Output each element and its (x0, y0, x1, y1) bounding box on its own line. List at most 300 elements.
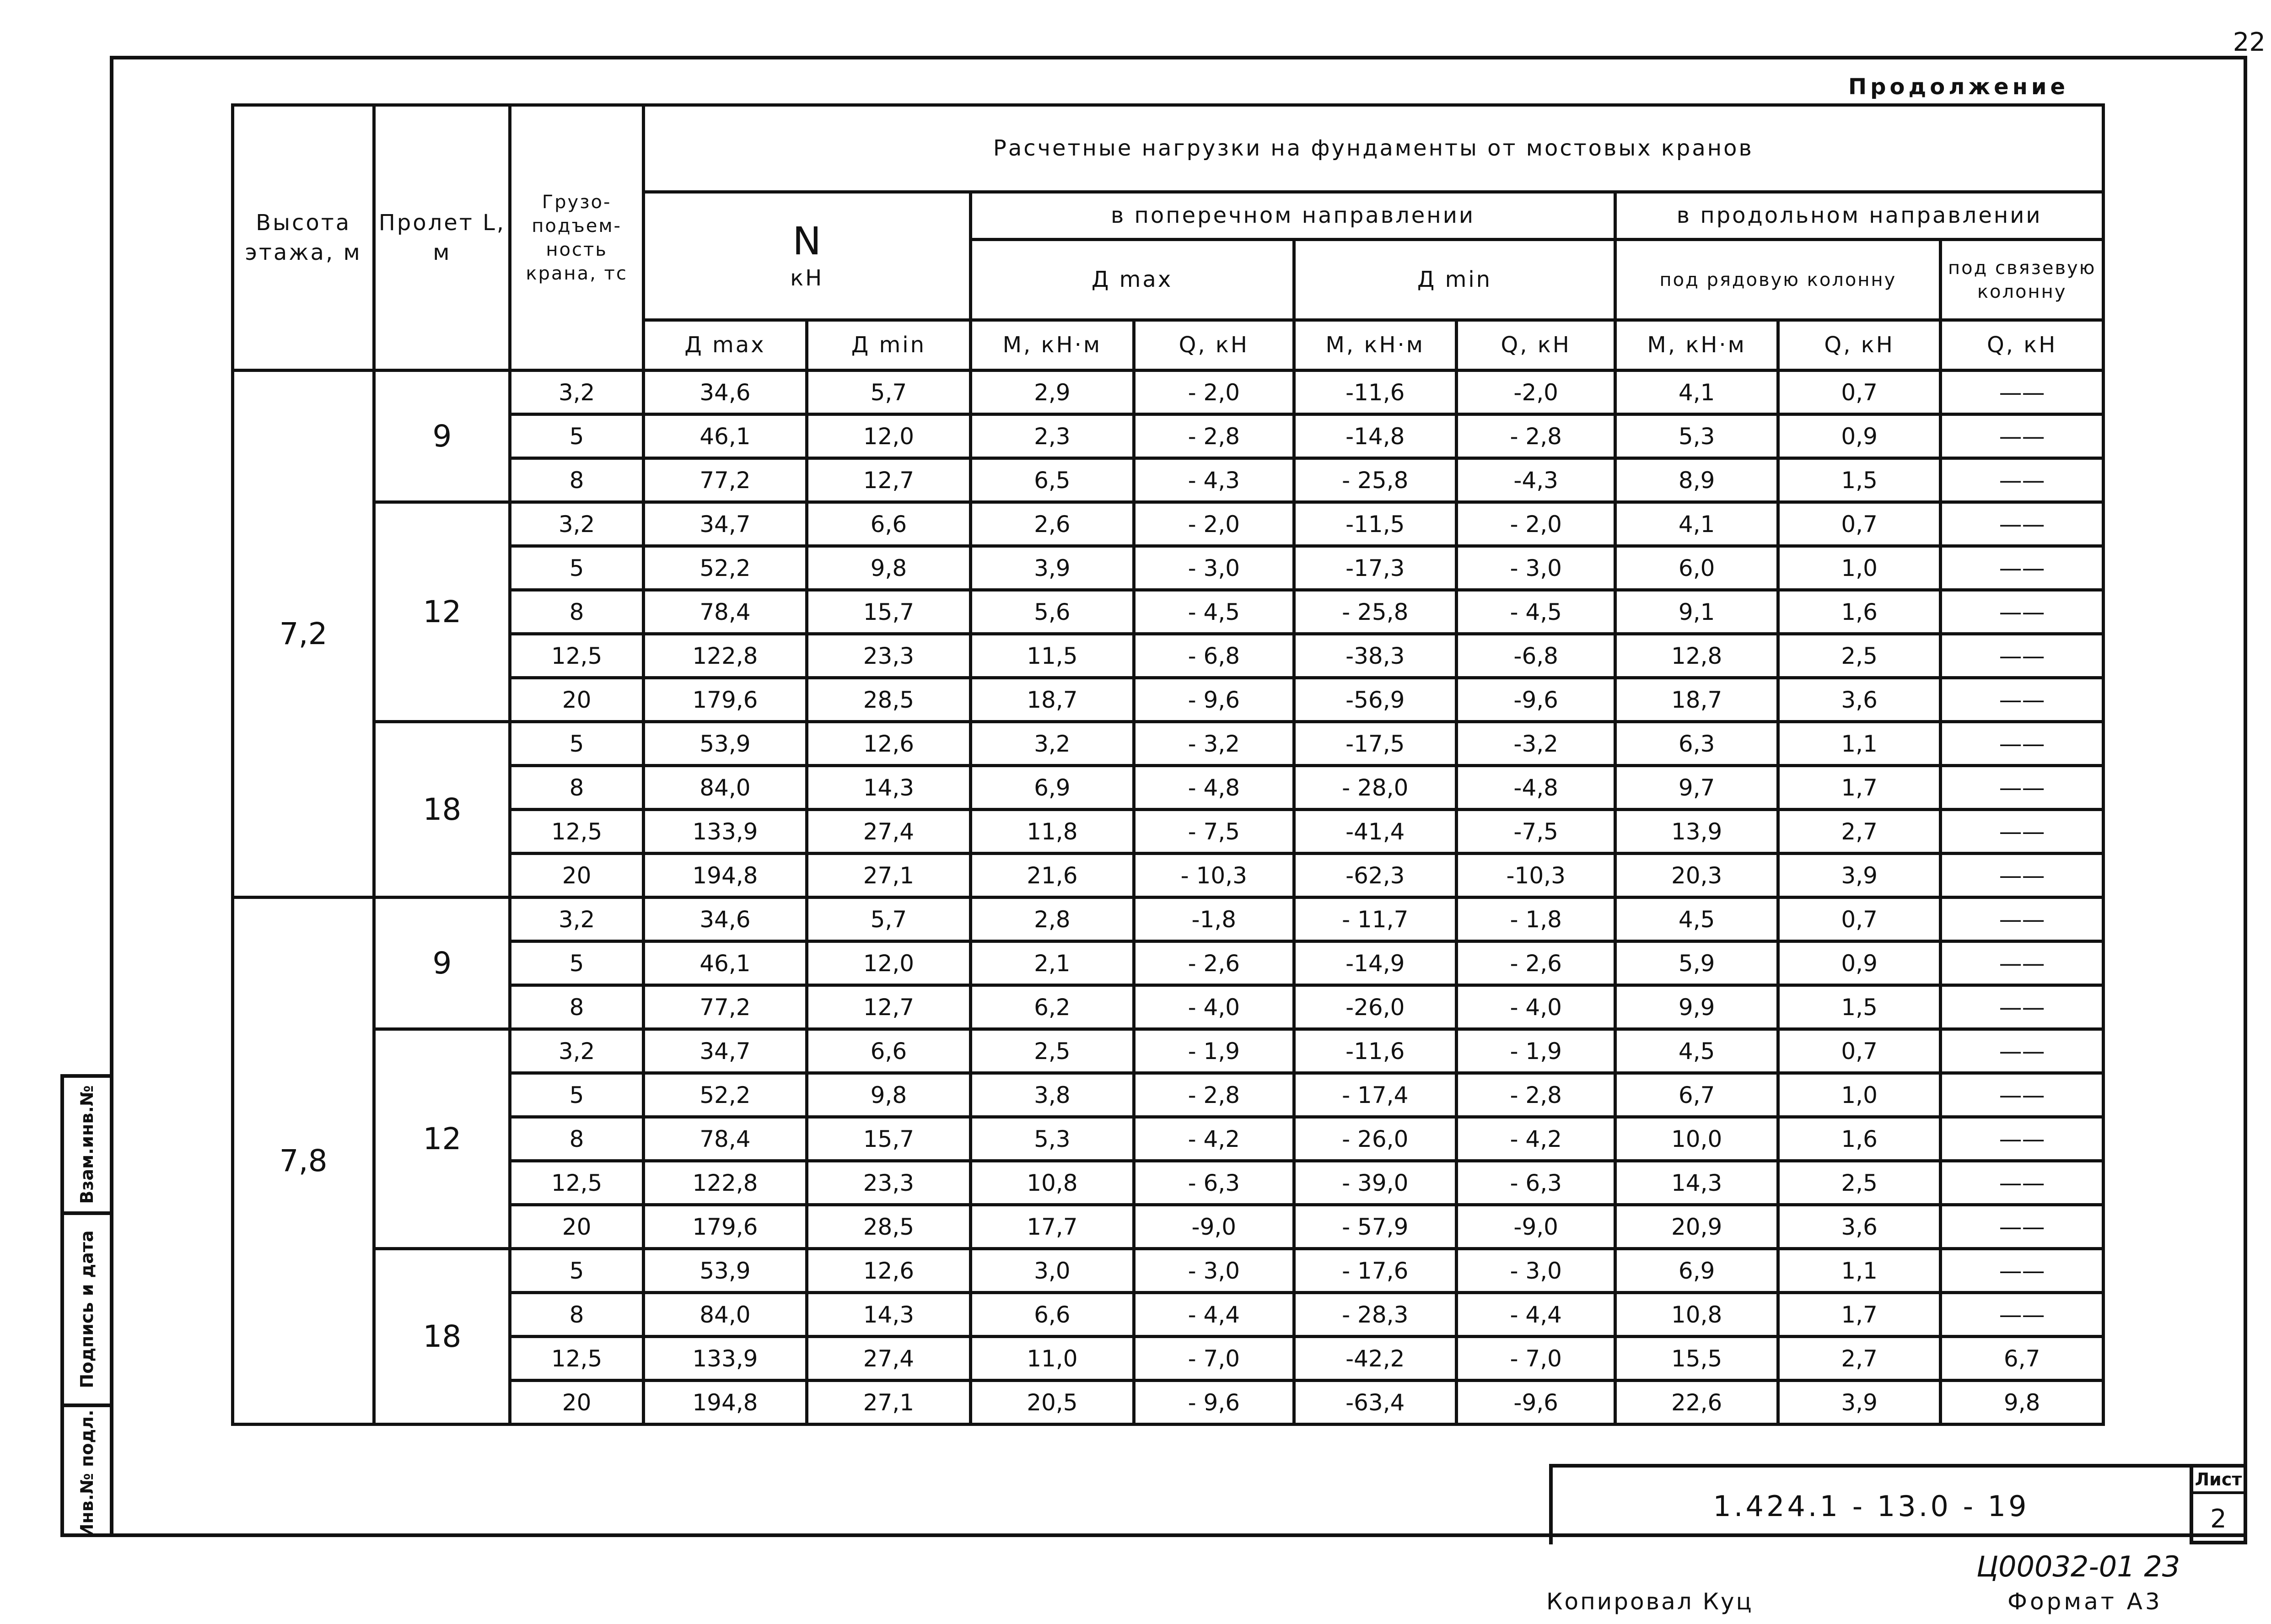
table-cell: -41,4 (1294, 810, 1456, 854)
table-cell: 20,5 (970, 1381, 1134, 1425)
table-cell: 12,5 (510, 634, 643, 678)
table-cell: 122,8 (643, 1161, 807, 1205)
table-cell: 2,5 (1778, 1161, 1940, 1205)
table-cell: 2,5 (1778, 634, 1940, 678)
table-cell: - 7,0 (1457, 1337, 1615, 1381)
subheader-cell: Q, кН (1134, 320, 1294, 371)
table-cell: —— (1941, 1161, 2104, 1205)
table-cell: 27,4 (807, 1337, 970, 1381)
sheet-label: Лист (2193, 1468, 2244, 1494)
table-cell: 2,6 (970, 502, 1134, 546)
transverse-header: в поперечном направлении (970, 192, 1615, 240)
table-cell: - 26,0 (1294, 1117, 1456, 1161)
table-cell: 28,5 (807, 1205, 970, 1249)
table-cell: - 2,0 (1457, 502, 1615, 546)
table-cell: -11,5 (1294, 502, 1456, 546)
archive-code: Ц00032-01 23 (1976, 1550, 2180, 1583)
table-cell: 1,1 (1778, 722, 1940, 766)
side-strip (60, 1074, 110, 1537)
table-cell: 23,3 (807, 634, 970, 678)
table-cell: 34,6 (643, 898, 807, 941)
table-cell: 5 (510, 546, 643, 590)
table-cell: 9,7 (1615, 766, 1778, 810)
table-row (233, 1161, 2104, 1205)
table-cell: 4,1 (1615, 371, 1778, 414)
table-row (233, 1205, 2104, 1249)
table-cell: 14,3 (807, 1293, 970, 1337)
table-cell: 84,0 (643, 1293, 807, 1337)
table-cell: 3,6 (1778, 678, 1940, 722)
table-cell: - 9,6 (1134, 678, 1294, 722)
col-span-header: Пролет L, м (374, 105, 510, 371)
table-cell: 46,1 (643, 414, 807, 458)
table-cell: 20 (510, 854, 643, 898)
page-number: 22 (2233, 27, 2266, 57)
table-cell: 10,8 (970, 1161, 1134, 1205)
loads-table (231, 103, 2105, 1426)
table-cell: —— (1941, 1073, 2104, 1117)
longitudinal-header: в продольном направлении (1615, 192, 2104, 240)
col-height-header: Высота этажа, м (233, 105, 374, 371)
table-cell: - 4,8 (1134, 766, 1294, 810)
table-cell: -2,0 (1457, 371, 1615, 414)
table-cell: 18,7 (970, 678, 1134, 722)
table-cell: - 3,2 (1134, 722, 1294, 766)
table-cell: 2,9 (970, 371, 1134, 414)
table-cell: 6,9 (1615, 1249, 1778, 1293)
floor-height-cell: 7,8 (233, 898, 374, 1425)
table-cell: 18,7 (1615, 678, 1778, 722)
table-cell: 6,6 (807, 1029, 970, 1073)
table-cell: 3,2 (510, 371, 643, 414)
table-cell: 0,9 (1778, 941, 1940, 985)
table-cell: 5 (510, 722, 643, 766)
table-cell: 0,7 (1778, 371, 1940, 414)
table-cell: -9,6 (1457, 1381, 1615, 1425)
span-cell: 9 (374, 371, 510, 502)
table-cell: 0,7 (1778, 1029, 1940, 1073)
span-cell: 18 (374, 1249, 510, 1425)
table-cell: 12,5 (510, 1337, 643, 1381)
table-cell: -11,6 (1294, 1029, 1456, 1073)
side-strip-replace-cell (64, 1078, 110, 1211)
table-cell: 21,6 (970, 854, 1134, 898)
table-row (233, 854, 2104, 898)
table-row (233, 458, 2104, 502)
table-cell: 3,9 (970, 546, 1134, 590)
continuation-label: Продолжение (1848, 74, 2069, 100)
table-cell: 0,7 (1778, 502, 1940, 546)
table-cell: 8 (510, 985, 643, 1029)
table-cell: 5 (510, 1249, 643, 1293)
inv-orig-label: Инв.№ подл. (77, 1409, 97, 1538)
table-cell: 8 (510, 1293, 643, 1337)
table-cell: —— (1941, 1029, 2104, 1073)
table-cell: - 11,7 (1294, 898, 1456, 941)
span-cell: 12 (374, 1029, 510, 1249)
table-cell: 5,7 (807, 898, 970, 941)
table-cell: —— (1941, 985, 2104, 1029)
table-cell: —— (1941, 590, 2104, 634)
n-header (643, 192, 970, 320)
table-cell: —— (1941, 766, 2104, 810)
table-cell: -10,3 (1457, 854, 1615, 898)
table-cell: 20 (510, 678, 643, 722)
table-cell: 3,2 (510, 898, 643, 941)
table-row (233, 546, 2104, 590)
table-cell: - 3,0 (1457, 1249, 1615, 1293)
table-cell: 12,7 (807, 458, 970, 502)
table-cell: - 2,8 (1457, 1073, 1615, 1117)
table-row (233, 766, 2104, 810)
n-symbol: N (792, 219, 822, 264)
table-cell: - 6,8 (1134, 634, 1294, 678)
table-cell: -14,8 (1294, 414, 1456, 458)
table-cell: 0,9 (1778, 414, 1940, 458)
table-cell: 77,2 (643, 985, 807, 1029)
table-row (233, 1381, 2104, 1425)
table-cell: 1,0 (1778, 1073, 1940, 1117)
table-cell: 34,7 (643, 502, 807, 546)
table-cell: 4,1 (1615, 502, 1778, 546)
table-cell: -26,0 (1294, 985, 1456, 1029)
subheader-cell: Д min (807, 320, 970, 371)
table-cell: -11,6 (1294, 371, 1456, 414)
table-cell: —— (1941, 371, 2104, 414)
table-cell: 12,5 (510, 1161, 643, 1205)
table-cell: 0,7 (1778, 898, 1940, 941)
table-cell: 11,8 (970, 810, 1134, 854)
table-cell: 53,9 (643, 1249, 807, 1293)
table-cell: - 57,9 (1294, 1205, 1456, 1249)
table-cell: —— (1941, 1249, 2104, 1293)
subheader-cell: М, кН·м (1615, 320, 1778, 371)
table-cell: - 4,2 (1457, 1117, 1615, 1161)
table-cell: 10,0 (1615, 1117, 1778, 1161)
table-cell: -9,0 (1134, 1205, 1294, 1249)
table-cell: —— (1941, 414, 2104, 458)
table-cell: -62,3 (1294, 854, 1456, 898)
table-cell: 23,3 (807, 1161, 970, 1205)
table-cell: - 1,9 (1134, 1029, 1294, 1073)
table-cell: 1,5 (1778, 985, 1940, 1029)
row-column-header: под рядовую колонну (1615, 240, 1941, 320)
brace-column-header: под связевую колонну (1941, 240, 2104, 320)
table-cell: - 4,3 (1134, 458, 1294, 502)
loads-table-body (233, 371, 2104, 1425)
table-cell: -17,5 (1294, 722, 1456, 766)
table-cell: 9,8 (1941, 1381, 2104, 1425)
table-cell: - 25,8 (1294, 590, 1456, 634)
subheader-cell: Q, кН (1457, 320, 1615, 371)
table-cell: - 17,4 (1294, 1073, 1456, 1117)
span-cell: 9 (374, 898, 510, 1029)
table-row (233, 810, 2104, 854)
table-cell: 53,9 (643, 722, 807, 766)
table-cell: - 3,0 (1134, 546, 1294, 590)
table-row (233, 1337, 2104, 1381)
table-cell: 78,4 (643, 590, 807, 634)
table-cell: -9,0 (1457, 1205, 1615, 1249)
table-cell: - 2,6 (1134, 941, 1294, 985)
table-row (233, 634, 2104, 678)
col-capacity-header: Грузо-подъем-ность крана, тс (510, 105, 643, 371)
table-cell: - 10,3 (1134, 854, 1294, 898)
side-strip-sign-cell (64, 1211, 110, 1404)
table-row (233, 722, 2104, 766)
n-unit: кН (790, 265, 824, 291)
table-cell: 14,3 (807, 766, 970, 810)
span-cell: 18 (374, 722, 510, 898)
table-cell: 15,7 (807, 590, 970, 634)
table-cell: —— (1941, 898, 2104, 941)
table-cell: 12,7 (807, 985, 970, 1029)
table-cell: 12,5 (510, 810, 643, 854)
table-cell: 3,2 (970, 722, 1134, 766)
table-cell: 3,2 (510, 1029, 643, 1073)
table-cell: 4,5 (1615, 1029, 1778, 1073)
copied-by: Копировал Куц (1546, 1588, 1754, 1615)
table-cell: 9,9 (1615, 985, 1778, 1029)
table-cell: 9,1 (1615, 590, 1778, 634)
table-row (233, 985, 2104, 1029)
table-cell: —— (1941, 810, 2104, 854)
table-cell: 1,1 (1778, 1249, 1940, 1293)
table-cell: 122,8 (643, 634, 807, 678)
table-cell: 3,6 (1778, 1205, 1940, 1249)
table-cell: - 4,2 (1134, 1117, 1294, 1161)
table-row (233, 1117, 2104, 1161)
doc-code: 1.424.1 - 13.0 - 19 (1549, 1464, 2190, 1544)
table-cell: 9,8 (807, 1073, 970, 1117)
table-cell: 6,9 (970, 766, 1134, 810)
table-row (233, 1249, 2104, 1293)
table-cell: 10,8 (1615, 1293, 1778, 1337)
table-cell: - 4,0 (1134, 985, 1294, 1029)
table-cell: 8 (510, 590, 643, 634)
table-cell: 3,8 (970, 1073, 1134, 1117)
table-cell: -7,5 (1457, 810, 1615, 854)
table-cell: 5 (510, 414, 643, 458)
table-cell: 6,7 (1615, 1073, 1778, 1117)
table-cell: —— (1941, 502, 2104, 546)
table-cell: - 28,0 (1294, 766, 1456, 810)
table-cell: - 2,8 (1457, 414, 1615, 458)
table-cell: 5,9 (1615, 941, 1778, 985)
table-cell: 2,3 (970, 414, 1134, 458)
table-cell: 5,3 (1615, 414, 1778, 458)
table-cell: 12,0 (807, 941, 970, 985)
table-cell: 52,2 (643, 1073, 807, 1117)
table-cell: - 2,0 (1134, 371, 1294, 414)
table-cell: 2,8 (970, 898, 1134, 941)
table-cell: - 4,4 (1134, 1293, 1294, 1337)
table-cell: 46,1 (643, 941, 807, 985)
sheet-number: 2 (2210, 1504, 2227, 1534)
table-cell: -38,3 (1294, 634, 1456, 678)
table-cell: 78,4 (643, 1117, 807, 1161)
table-cell: 20,3 (1615, 854, 1778, 898)
table-cell: 27,4 (807, 810, 970, 854)
table-cell: 20,9 (1615, 1205, 1778, 1249)
table-cell: 5 (510, 1073, 643, 1117)
table-cell: 6,2 (970, 985, 1134, 1029)
table-cell: 179,6 (643, 1205, 807, 1249)
table-cell: 6,3 (1615, 722, 1778, 766)
table-cell: —— (1941, 854, 2104, 898)
table-cell: —— (1941, 458, 2104, 502)
table-cell: - 3,0 (1457, 546, 1615, 590)
table-cell: 13,9 (1615, 810, 1778, 854)
table-cell: 2,1 (970, 941, 1134, 985)
table-cell: 6,0 (1615, 546, 1778, 590)
table-cell: 2,7 (1778, 1337, 1940, 1381)
table-cell: 20 (510, 1381, 643, 1425)
table-cell: —— (1941, 678, 2104, 722)
table-row (233, 941, 2104, 985)
table-cell: 8 (510, 1117, 643, 1161)
table-cell: 8 (510, 766, 643, 810)
table-cell: 1,5 (1778, 458, 1940, 502)
table-cell: 12,6 (807, 722, 970, 766)
table-cell: 1,0 (1778, 546, 1940, 590)
table-cell: 1,7 (1778, 766, 1940, 810)
table-cell: -63,4 (1294, 1381, 1456, 1425)
table-cell: - 2,6 (1457, 941, 1615, 985)
table-cell: —— (1941, 1117, 2104, 1161)
table-cell: 9,8 (807, 546, 970, 590)
table-cell: 133,9 (643, 1337, 807, 1381)
table-row (233, 678, 2104, 722)
table-cell: 3,2 (510, 502, 643, 546)
table-cell: 3,9 (1778, 1381, 1940, 1425)
table-cell: -1,8 (1134, 898, 1294, 941)
table-cell: - 39,0 (1294, 1161, 1456, 1205)
table-cell: —— (1941, 722, 2104, 766)
sheet-box (2190, 1464, 2247, 1544)
table-cell: -42,2 (1294, 1337, 1456, 1381)
table-cell: 194,8 (643, 1381, 807, 1425)
table-cell: 34,7 (643, 1029, 807, 1073)
table-cell: 14,3 (1615, 1161, 1778, 1205)
sign-date-label: Подпись и дата (77, 1230, 97, 1388)
table-cell: 133,9 (643, 810, 807, 854)
table-cell: 5 (510, 941, 643, 985)
table-row (233, 898, 2104, 941)
table-cell: 28,5 (807, 678, 970, 722)
subheader-cell: Д max (643, 320, 807, 371)
table-cell: 11,5 (970, 634, 1134, 678)
table-cell: -9,6 (1457, 678, 1615, 722)
table-cell: -3,2 (1457, 722, 1615, 766)
table-cell: - 2,8 (1134, 1073, 1294, 1117)
subheader-cell: М, кН·м (1294, 320, 1456, 371)
table-cell: 27,1 (807, 1381, 970, 1425)
replace-inv-label: Взам.инв.№ (77, 1085, 97, 1204)
table-cell: —— (1941, 1205, 2104, 1249)
table-cell: 2,7 (1778, 810, 1940, 854)
table-cell: - 4,5 (1134, 590, 1294, 634)
table-cell: 34,6 (643, 371, 807, 414)
table-cell: -17,3 (1294, 546, 1456, 590)
table-cell: -4,8 (1457, 766, 1615, 810)
table-cell: 15,5 (1615, 1337, 1778, 1381)
paper-format: Формат А3 (2007, 1588, 2163, 1615)
table-cell: - 2,8 (1134, 414, 1294, 458)
table-cell: 12,8 (1615, 634, 1778, 678)
table-cell: —— (1941, 1293, 2104, 1337)
table-cell: - 6,3 (1134, 1161, 1294, 1205)
table-cell: 11,0 (970, 1337, 1134, 1381)
table-cell: 3,0 (970, 1249, 1134, 1293)
table-cell: - 1,8 (1457, 898, 1615, 941)
table-cell: 194,8 (643, 854, 807, 898)
table-cell: 2,5 (970, 1029, 1134, 1073)
table-row (233, 414, 2104, 458)
table-cell: 179,6 (643, 678, 807, 722)
table-cell: 15,7 (807, 1117, 970, 1161)
table-cell: - 17,6 (1294, 1249, 1456, 1293)
table-row (233, 502, 2104, 546)
table-cell: 4,5 (1615, 898, 1778, 941)
table-cell: 84,0 (643, 766, 807, 810)
dmin-header: Д min (1294, 240, 1615, 320)
table-cell: 1,6 (1778, 1117, 1940, 1161)
side-strip-inv-cell (64, 1404, 110, 1541)
loads-title: Расчетные нагрузки на фундаменты от мостовых кранов (643, 105, 2103, 192)
table-cell: —— (1941, 941, 2104, 985)
table-cell: - 28,3 (1294, 1293, 1456, 1337)
table-cell: - 4,5 (1457, 590, 1615, 634)
table-cell: 1,7 (1778, 1293, 1940, 1337)
table-cell: —— (1941, 634, 2104, 678)
subheader-cell: М, кН·м (970, 320, 1134, 371)
table-cell: 12,6 (807, 1249, 970, 1293)
table-cell: 5,7 (807, 371, 970, 414)
table-cell: 3,9 (1778, 854, 1940, 898)
table-row (233, 590, 2104, 634)
table-row (233, 1293, 2104, 1337)
table-cell: - 4,0 (1457, 985, 1615, 1029)
table-cell: - 7,5 (1134, 810, 1294, 854)
table-cell: 6,6 (970, 1293, 1134, 1337)
table-cell: 5,6 (970, 590, 1134, 634)
table-cell: 1,6 (1778, 590, 1940, 634)
table-cell: -4,3 (1457, 458, 1615, 502)
table-cell: 6,6 (807, 502, 970, 546)
table-cell: 12,0 (807, 414, 970, 458)
floor-height-cell: 7,2 (233, 371, 374, 898)
subheader-cell: Q, кН (1941, 320, 2104, 371)
dmax-header: Д max (970, 240, 1294, 320)
table-cell: 27,1 (807, 854, 970, 898)
table-cell: -6,8 (1457, 634, 1615, 678)
table-cell: 5,3 (970, 1117, 1134, 1161)
table-row (233, 1029, 2104, 1073)
table-cell: 6,7 (1941, 1337, 2104, 1381)
table-cell: - 9,6 (1134, 1381, 1294, 1425)
table-cell: - 1,9 (1457, 1029, 1615, 1073)
table-cell: 6,5 (970, 458, 1134, 502)
table-cell: - 7,0 (1134, 1337, 1294, 1381)
table-cell: 8,9 (1615, 458, 1778, 502)
table-cell: -56,9 (1294, 678, 1456, 722)
table-cell: 20 (510, 1205, 643, 1249)
table-cell: - 3,0 (1134, 1249, 1294, 1293)
table-cell: 52,2 (643, 546, 807, 590)
table-cell: 22,6 (1615, 1381, 1778, 1425)
span-cell: 12 (374, 502, 510, 722)
